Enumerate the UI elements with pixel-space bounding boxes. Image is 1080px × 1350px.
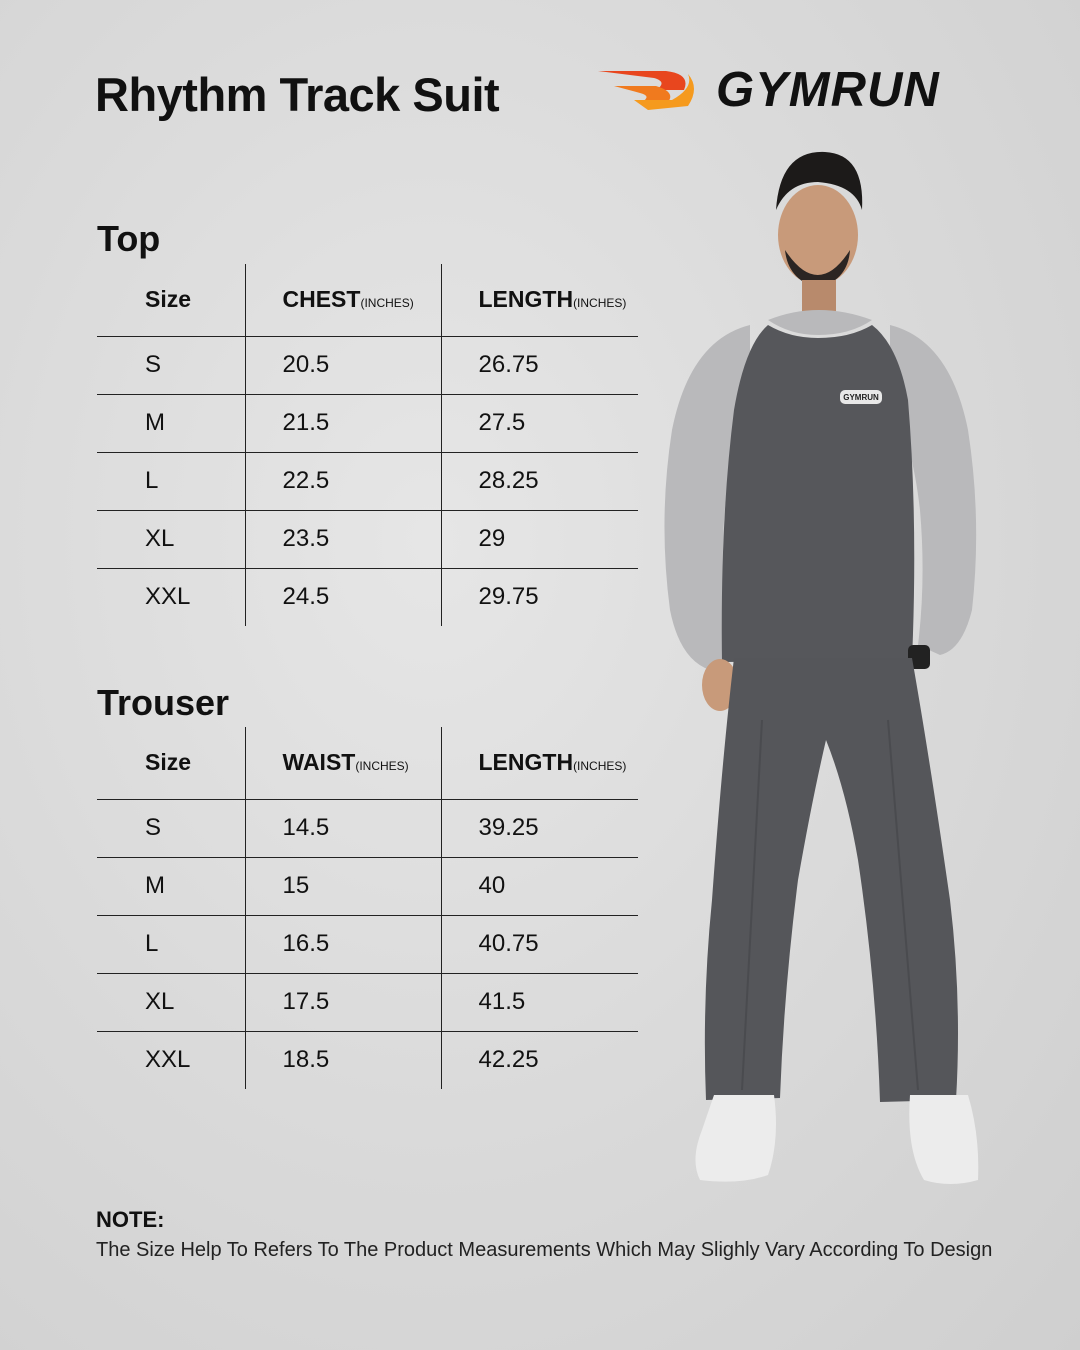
table-row — [97, 973, 638, 1031]
table-header-row — [97, 727, 638, 799]
table-row — [97, 857, 638, 915]
size-cell: L — [145, 467, 159, 494]
table-row — [97, 394, 638, 452]
size-cell: S — [145, 814, 162, 841]
unit-label: (INCHES) — [360, 296, 414, 311]
table-row — [97, 915, 638, 973]
length-cell: 41.5 — [441, 973, 638, 1031]
waist-cell: 17.5 — [245, 973, 441, 1031]
model-left-shoe — [695, 1095, 776, 1182]
chest-cell: 24.5 — [245, 568, 441, 626]
model-right-shoe — [909, 1095, 978, 1184]
column-header-size: Size — [145, 749, 192, 776]
column-header-length: LENGTH(INCHES) — [441, 264, 638, 336]
size-cell: M — [145, 872, 165, 899]
brand-logo — [596, 63, 986, 117]
top-section-title: Top — [97, 218, 161, 259]
size-cell: M — [145, 409, 165, 436]
waist-cell: 18.5 — [245, 1031, 441, 1089]
table-header-row — [97, 264, 638, 336]
note-text: The Size Help To Refers To The Product Measurements Which May Slighly Vary According To Design — [96, 1239, 993, 1261]
model-photo — [650, 140, 1000, 1200]
model-sweatshirt — [722, 325, 915, 662]
note-label: NOTE: — [96, 1207, 165, 1232]
length-cell: 28.25 — [441, 452, 638, 510]
column-header-size: Size — [145, 286, 192, 313]
model-trousers — [705, 658, 958, 1102]
table-row — [97, 1031, 638, 1089]
table-row — [97, 452, 638, 510]
column-header-length: LENGTH(INCHES) — [441, 727, 638, 799]
trouser-section-title: Trouser — [97, 682, 230, 723]
trouser-size-table — [97, 727, 638, 1089]
column-header-chest: CHEST(INCHES) — [245, 264, 441, 336]
size-cell: XL — [145, 525, 175, 552]
chest-cell: 22.5 — [245, 452, 441, 510]
unit-label: (INCHES) — [573, 296, 627, 311]
table-row — [97, 336, 638, 394]
length-cell: 40.75 — [441, 915, 638, 973]
model-head — [776, 152, 862, 315]
size-cell: L — [145, 930, 159, 957]
size-cell: XXL — [145, 1046, 191, 1074]
unit-label: (INCHES) — [355, 759, 409, 774]
length-cell: 29.75 — [441, 568, 638, 626]
chest-cell: 21.5 — [245, 394, 441, 452]
top-size-table — [97, 264, 638, 626]
length-cell: 27.5 — [441, 394, 638, 452]
length-cell: 26.75 — [441, 336, 638, 394]
table-row — [97, 568, 638, 626]
brand-swoosh-icon — [596, 66, 716, 116]
chest-badge-text: GYMRUN — [843, 393, 879, 402]
size-cell: XL — [145, 988, 175, 1015]
chest-cell: 20.5 — [245, 336, 441, 394]
length-cell: 29 — [441, 510, 638, 568]
unit-label: (INCHES) — [573, 759, 627, 774]
chest-cell: 23.5 — [245, 510, 441, 568]
table-row — [97, 510, 638, 568]
length-cell: 42.25 — [441, 1031, 638, 1089]
column-header-waist: WAIST(INCHES) — [245, 727, 441, 799]
size-cell: S — [145, 351, 162, 378]
page-title: Rhythm Track Suit — [95, 68, 500, 121]
length-cell: 39.25 — [441, 799, 638, 857]
brand-name: GYMRUN — [716, 63, 940, 117]
waist-cell: 14.5 — [245, 799, 441, 857]
length-cell: 40 — [441, 857, 638, 915]
waist-cell: 15 — [245, 857, 441, 915]
waist-cell: 16.5 — [245, 915, 441, 973]
size-cell: XXL — [145, 583, 191, 611]
table-row — [97, 799, 638, 857]
